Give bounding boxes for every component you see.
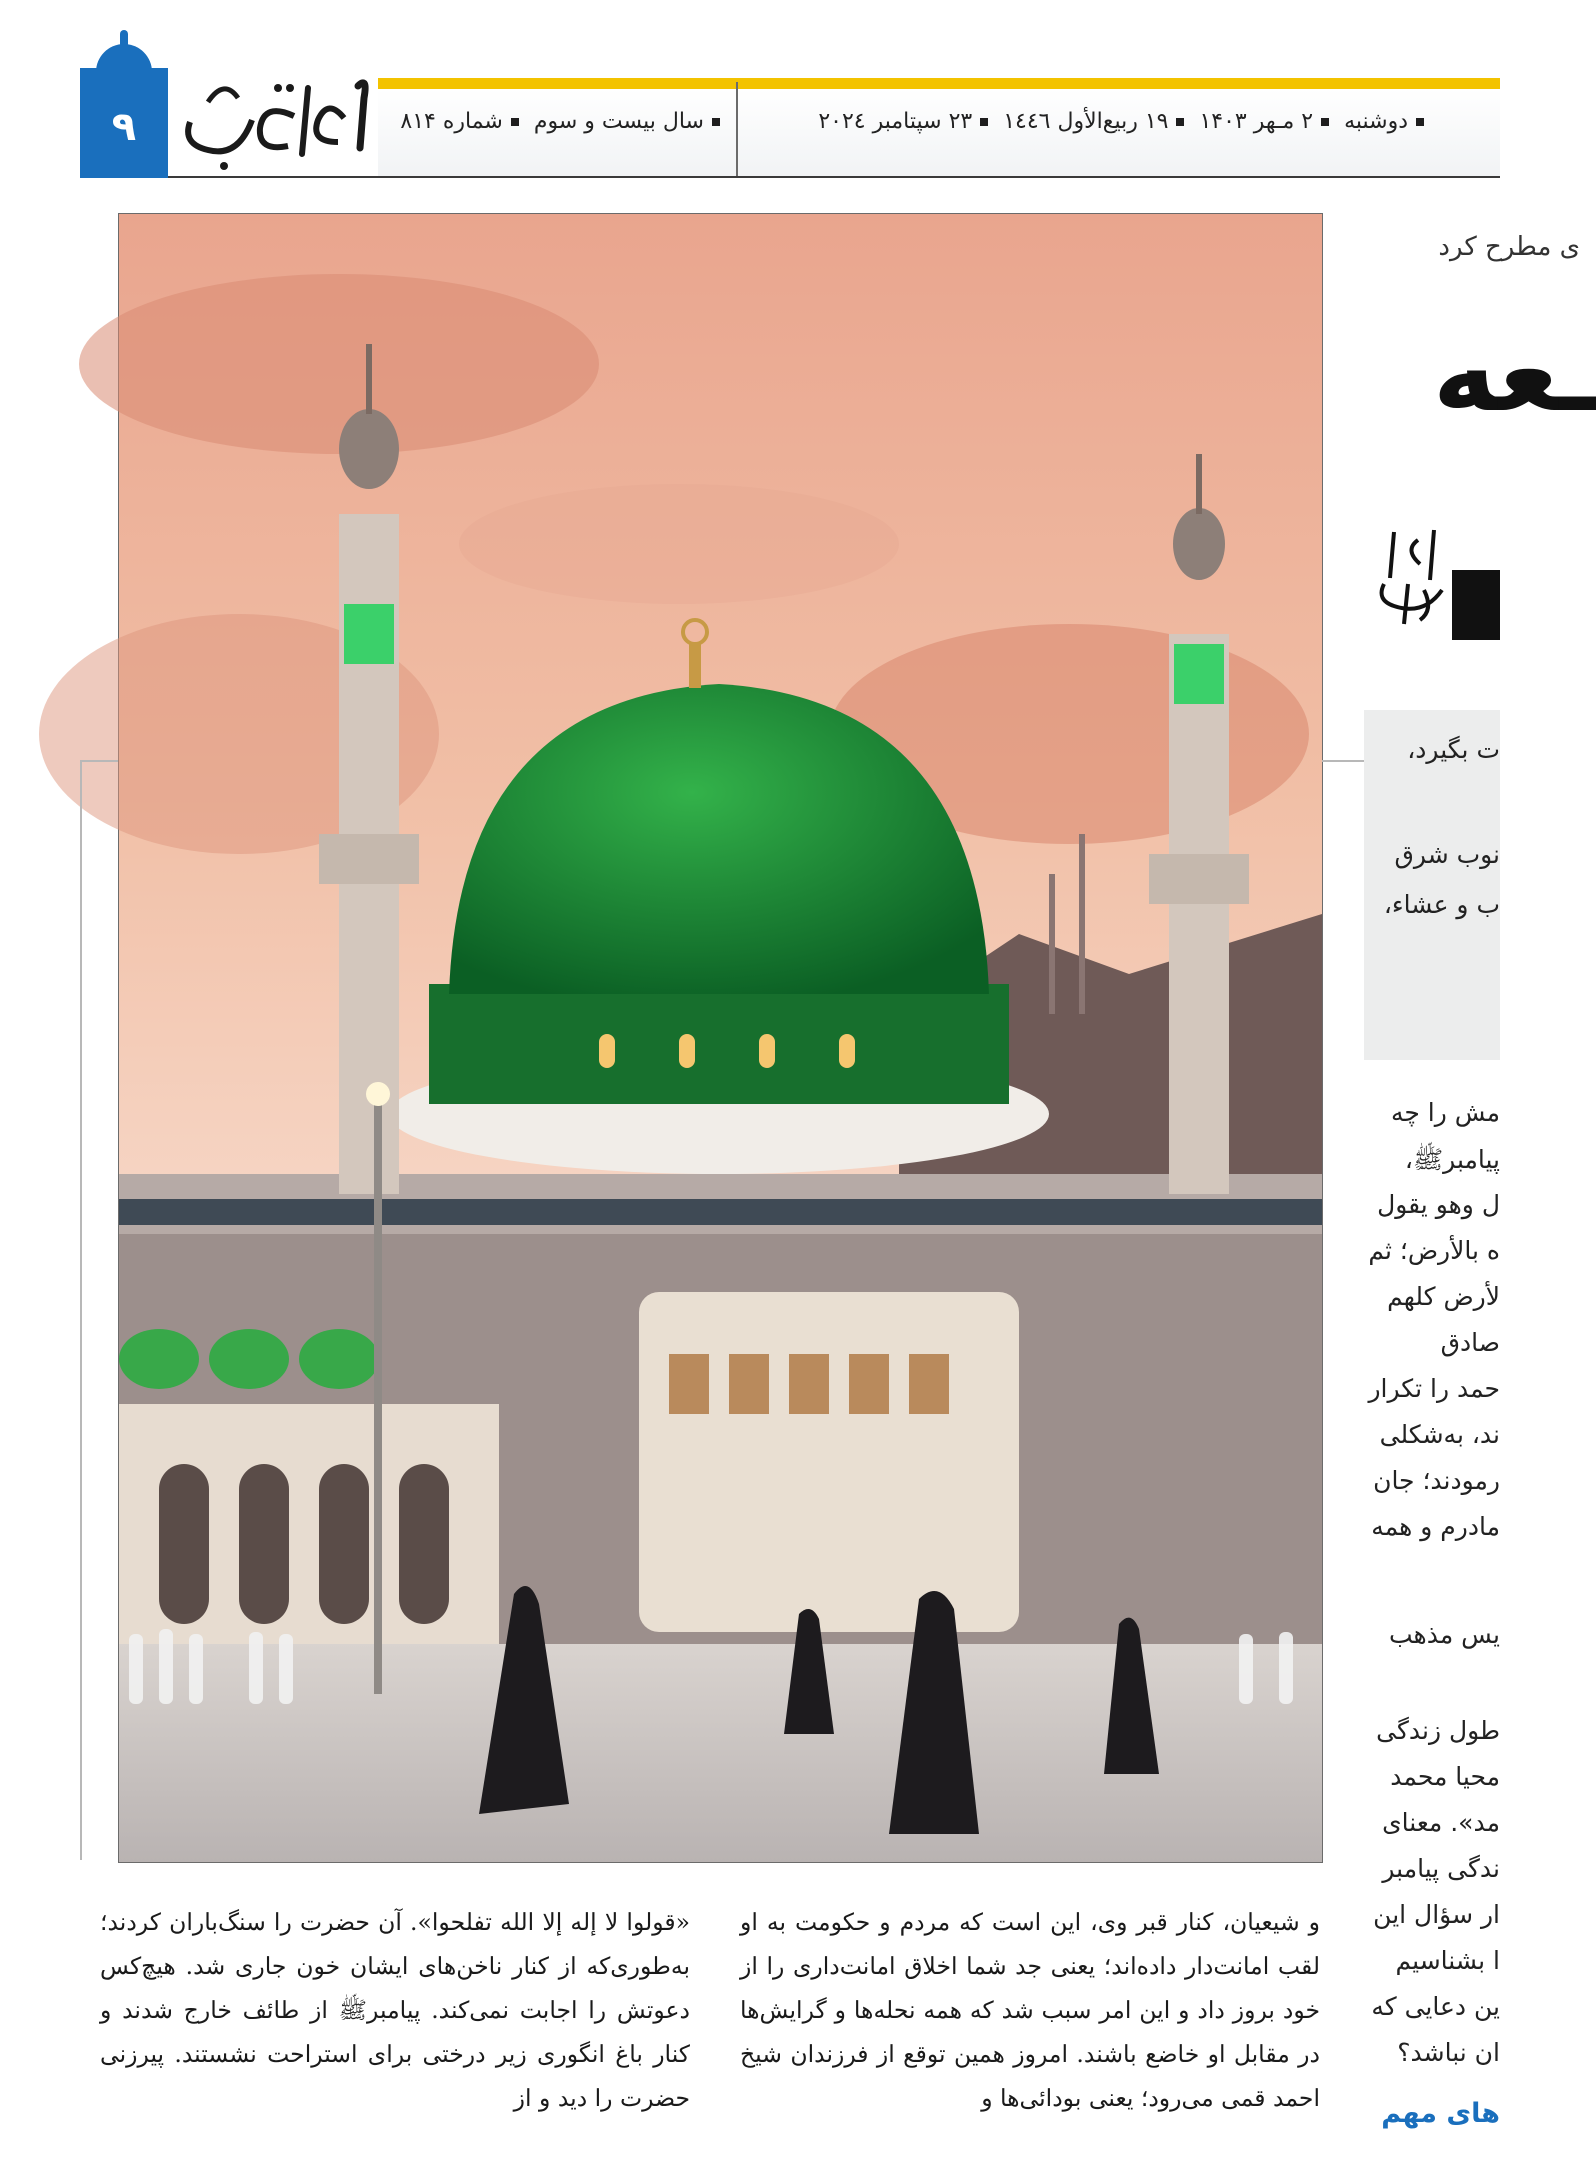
column-line: ه بالأرض؛ ثم [1368,1236,1500,1265]
column-line: مش را چه [1390,1098,1500,1127]
gregorian-date: ۲۳ سپتامبر ۲۰۲٤ [818,109,973,134]
column-line: محیا محمد [1390,1762,1500,1791]
article-column-left: «قولوا لا إله إلا الله تفلحوا». آن حضرت را سنگ‌باران کردند؛ به‌طوری‌که از کنار ناخن‌های ایشان خون جاری شد. هیچ‌کس دعوتش را اجابت نمی‌کند. پیامبرﷺ از طائف خارج شدند و کنار باغ انگوری زیر درختی برای استراحت نشستند. پیرزنی حضرت را دید و از [100,1908,690,2112]
column-line: یس مذهب [1388,1620,1500,1649]
frame-line [80,760,118,762]
column-line: طول زندگی [1376,1716,1500,1745]
masthead-logo [168,58,378,176]
headline-fragment: ـعه [1432,311,1596,436]
article-column-middle: و شیعیان، کنار قبر وی، این است که مردم و حکومت به او لقب امانت‌دار داده‌اند؛ یعنی جد شما اخلاق امانت‌داری را از خود بروز داد و این امر سبب شد که همه نحله‌ها و گرایش‌ها در مقابل او خاضع باشند. امروز همین توقع از فرزندان شیخ احمد قمی می‌رود؛ یعنی بودائی‌ها و [740,1908,1320,2112]
box-line: نوب شرق [1394,840,1500,869]
column-subhead: های مهم [1381,2098,1500,2129]
column-line: ان نباشد؟ [1397,2038,1500,2067]
salawat-calligraphy-icon [1364,520,1454,630]
column-line: ل وهو يقول [1377,1190,1500,1219]
kicker-fragment: ی مطرح کرد [1438,232,1580,262]
weekday: دوشنبه [1344,109,1408,134]
column-line: مد». معنای [1382,1808,1500,1837]
frame-line [1322,760,1364,762]
header-accent-rule [378,78,1500,89]
page-number: ۹ [111,104,137,150]
box-line: ب و عشاء، [1383,890,1500,919]
column-line: ین دعایی که [1371,1992,1500,2021]
lunar-date: ۱۹ ربیع‌الأول ۱٤٤٦ [1003,109,1169,134]
headline-glyph [1452,570,1500,640]
column-line: ند، به‌شکلی [1379,1420,1500,1449]
box-line: ت بگیرد، [1407,735,1500,764]
volume-year: سال بیست و سوم [533,109,704,134]
mosque-photo [118,213,1323,1863]
column-line: پیامبرﷺ، [1404,1145,1500,1174]
header-divider [736,82,738,178]
column-line: رمودند؛ جان [1373,1466,1500,1495]
column-line: لأرض كلهم [1387,1282,1500,1311]
issue-line [392,100,728,144]
issue-number: شماره ۸۱۴ [400,109,503,134]
column-line: ا بشناسیم [1395,1946,1500,1975]
column-line: مادرم و همه [1371,1512,1500,1541]
column-line: حمد را تکرار [1368,1374,1500,1403]
solar-date: ۲ مـهر ۱۴۰۳ [1199,109,1314,134]
frame-line [80,760,82,1860]
column-line: ندگی پیامبر [1382,1854,1500,1883]
date-line [752,100,1432,144]
header-bottom-rule [80,176,1500,178]
column-line: ار سؤال این [1373,1900,1500,1929]
column-line: صادق [1440,1328,1500,1357]
